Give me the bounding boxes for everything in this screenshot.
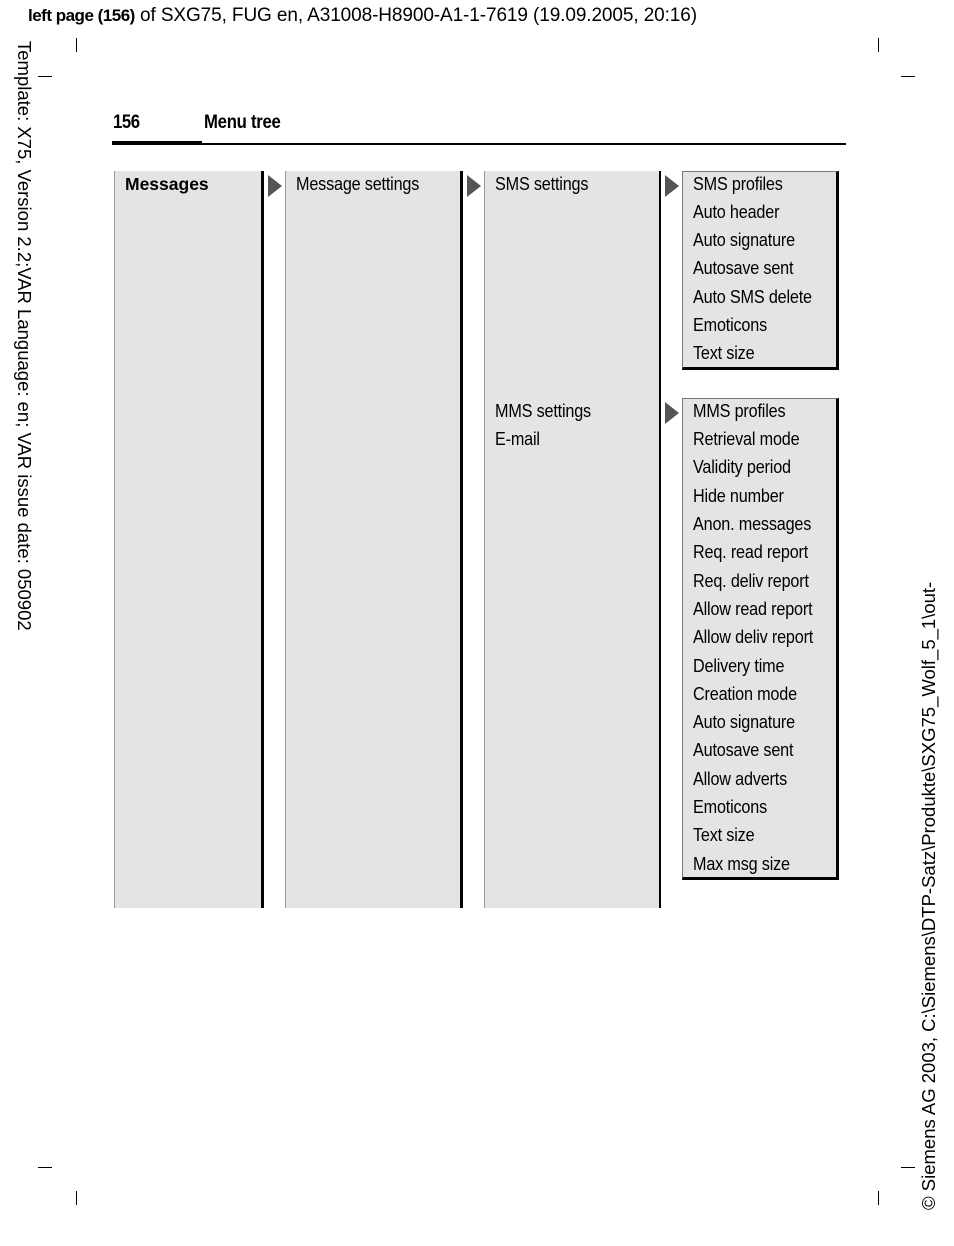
slug-page-ref: left page (156) (28, 6, 135, 25)
sms-settings-submenu (682, 171, 839, 370)
list-item: Autosave sent (693, 258, 794, 278)
crop-mark (76, 1191, 77, 1205)
list-item: Max msg size (693, 854, 790, 874)
list-item: Hide number (693, 486, 784, 506)
submenu-arrow-icon (665, 402, 679, 424)
list-item: Auto header (693, 202, 780, 222)
header-rule-accent (112, 141, 202, 145)
copyright-path-vertical: © Siemens AG 2003, C:\Siemens\DTP-Satz\Produkte\SXG75_Wolf_5_1\out- (918, 581, 939, 1210)
list-item: Emoticons (693, 315, 768, 335)
list-item: Creation mode (693, 684, 797, 704)
list-item: Auto SMS delete (693, 287, 812, 307)
menu-column-level2 (285, 171, 463, 908)
page-title: Menu tree (204, 112, 281, 133)
submenu-arrow-icon (467, 175, 481, 197)
list-item: MMS profiles (693, 401, 786, 421)
list-item: Anon. messages (693, 514, 812, 534)
slug-document-info: of SXG75, FUG en, A31008-H8900-A1-1-7619 (19.09.2005, 20:16) (134, 5, 697, 26)
list-item: Allow read report (693, 599, 813, 619)
list-item: SMS profiles (693, 174, 783, 194)
list-item: Allow adverts (693, 769, 788, 789)
list-item: Emoticons (693, 797, 768, 817)
submenu-arrow-icon (665, 175, 679, 197)
crop-mark (76, 38, 77, 52)
menu-item-email: E-mail (495, 429, 540, 449)
list-item: Validity period (693, 457, 791, 477)
header-rule (112, 143, 846, 145)
list-item: Req. read report (693, 542, 809, 562)
list-item: Delivery time (693, 656, 785, 676)
menu-column-level3 (484, 171, 661, 908)
menu-item-messages: Messages (125, 174, 209, 194)
crop-mark (878, 1191, 879, 1205)
list-item: Text size (693, 343, 755, 363)
list-item: Text size (693, 825, 755, 845)
crop-mark (38, 1167, 52, 1168)
menu-item-mms-settings: MMS settings (495, 401, 591, 421)
crop-mark (38, 76, 52, 77)
template-info-vertical: Template: X75, Version 2.2;VAR Language: en; VAR issue date: 050902 (14, 41, 35, 631)
menu-item-message-settings: Message settings (296, 174, 420, 194)
menu-column-level1 (114, 171, 264, 908)
list-item: Retrieval mode (693, 429, 800, 449)
crop-mark (901, 76, 915, 77)
crop-mark (878, 38, 879, 52)
list-item: Allow deliv report (693, 627, 814, 647)
list-item: Autosave sent (693, 740, 794, 760)
submenu-arrow-icon (268, 175, 282, 197)
crop-mark (901, 1167, 915, 1168)
mms-settings-submenu (682, 398, 839, 880)
page-number: 156 (113, 112, 140, 133)
list-item: Auto signature (693, 712, 795, 732)
list-item: Auto signature (693, 230, 795, 250)
slug-line (28, 5, 697, 27)
list-item: Req. deliv report (693, 571, 809, 591)
menu-item-sms-settings: SMS settings (495, 174, 589, 194)
